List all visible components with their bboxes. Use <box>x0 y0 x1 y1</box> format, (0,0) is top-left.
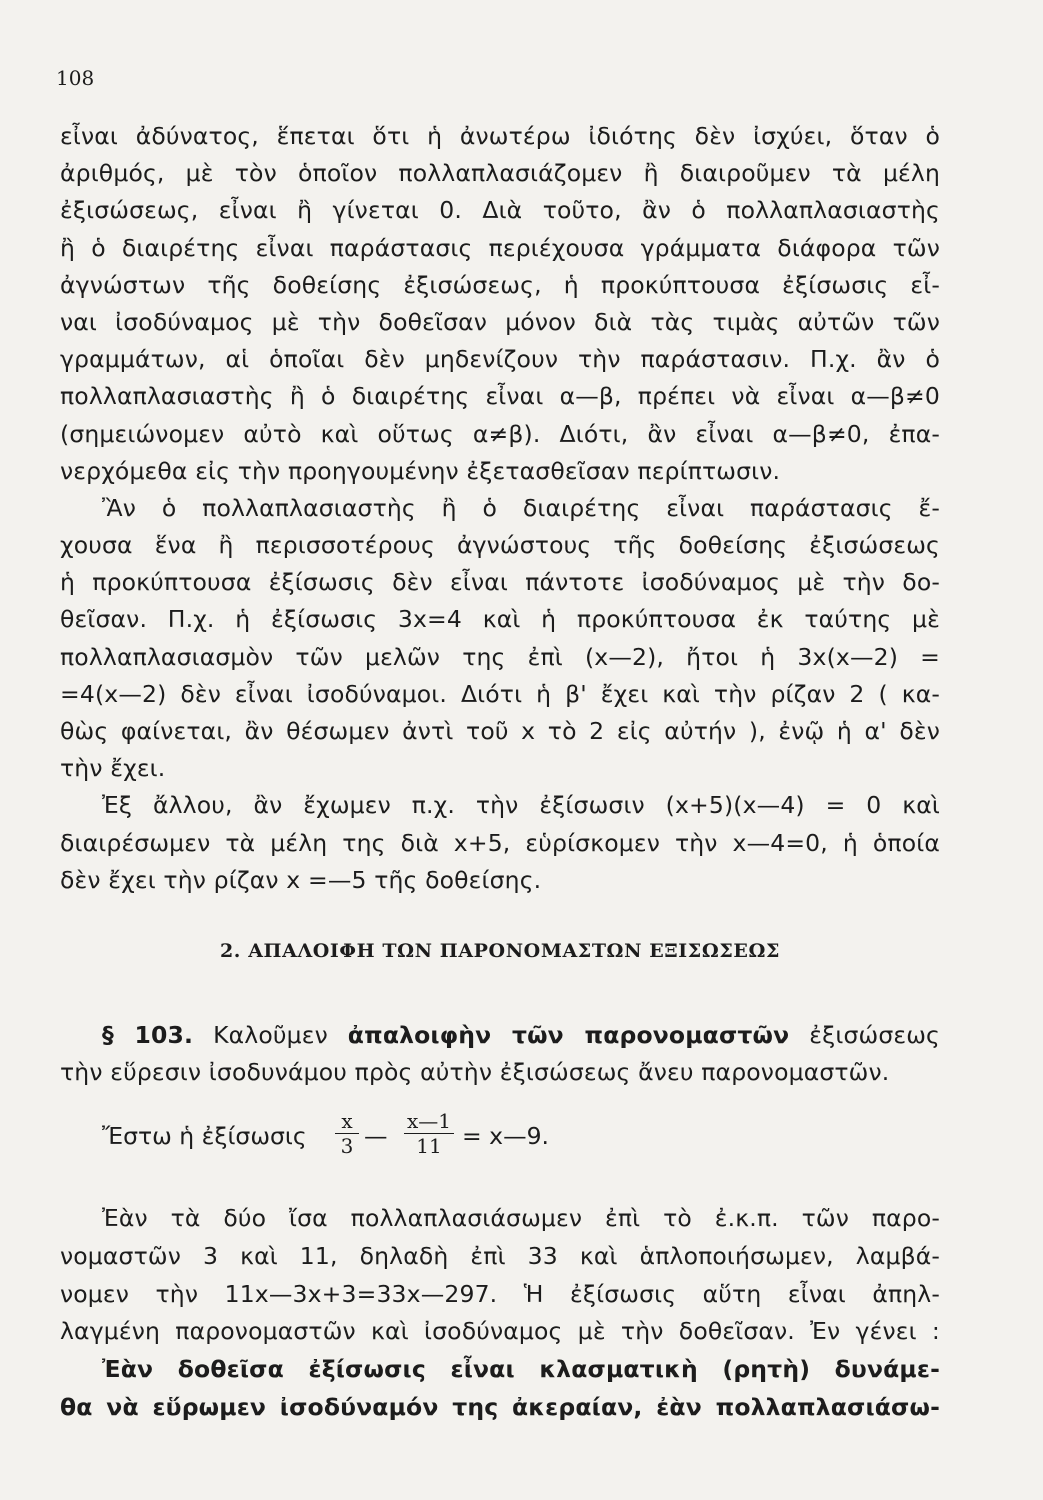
text-line: ἢ ὁ διαιρέτης εἶναι παράστασις περιέχουσα γράμματα διάφορα τῶν <box>60 233 940 262</box>
equation-minus: — <box>364 1122 388 1150</box>
fraction-numerator: x—1 <box>406 1109 451 1133</box>
text-line: νομαστῶν 3 καὶ 11, δηλαδὴ ἐπὶ 33 καὶ ἁπλοποιήσωμεν, λαμβά- <box>60 1241 940 1270</box>
section-intro-rest: ἐξισώσεως <box>809 1021 940 1049</box>
text-line: δὲν ἔχει τὴν ρίζαν x =—5 τῆς δοθείσης. <box>60 865 542 894</box>
text-line: Ἐὰν δοθεῖσα ἐξίσωσις εἶναι κλασματικὴ (ρητὴ) δυνάμε- <box>102 1355 940 1384</box>
text-line: Ἐξ ἄλλου, ἂν ἔχωμεν π.χ. τὴν ἐξίσωσιν (x+5)(x—4) = 0 καὶ <box>102 791 940 820</box>
closing-text <box>60 1200 940 1427</box>
paragraph-4 <box>60 1200 940 1351</box>
page-number: 108 <box>56 66 95 90</box>
text-line: ἀγνώστων τῆς δοθείσης ἐξισώσεως, ἡ προκύπτουσα ἐξίσωσις εἶ- <box>60 270 940 299</box>
fraction-numerator: x <box>341 1109 353 1133</box>
section-103 <box>60 1017 940 1091</box>
text-line: Ἂν ὁ πολλαπλασιαστὴς ἢ ὁ διαιρέτης εἶναι παράστασις ἔ- <box>102 493 940 522</box>
section-intro: Καλοῦμεν <box>213 1021 328 1049</box>
text-line: πολλαπλασιασμὸν τῶν μελῶν της ἐπὶ (x—2), ἤτοι ἡ 3x(x—2) = <box>60 642 940 671</box>
equation-rhs: = x—9. <box>462 1122 549 1150</box>
text-line: ἡ προκύπτουσα ἐξίσωσις δὲν εἶναι πάντοτε ἰσοδύναμος μὲ τὴν δο- <box>60 568 940 597</box>
text-line: γραμμάτων, αἱ ὁποῖαι δὲν μηδενίζουν τὴν παράστασιν. Π.χ. ἂν ὁ <box>60 345 940 374</box>
text-line: ναι ἰσοδύναμος μὲ τὴν δοθεῖσαν μόνον διὰ τὰς τιμὰς αὐτῶν τῶν <box>60 307 940 336</box>
section-103-line-1 <box>60 1017 940 1054</box>
text-line: θεῖσαν. Π.χ. ἡ ἐξίσωσις 3x=4 καὶ ἡ προκύπτουσα ἐκ ταύτης μὲ <box>60 605 940 634</box>
text-line: θὼς φαίνεται, ἂν θέσωμεν ἀντὶ τοῦ x τὸ 2 εἰς αὐτήν ), ἐνῷ ἡ α' δὲν <box>60 717 940 745</box>
fraction-denominator: 3 <box>340 1134 354 1158</box>
fraction-denominator: 11 <box>416 1134 442 1158</box>
main-text <box>60 118 940 899</box>
text-line: διαιρέσωμεν τὰ μέλη της διὰ x+5, εὑρίσκομεν τὴν x—4=0, ἡ ὁποία <box>60 828 940 857</box>
section-103-line-2: τὴν εὕρεσιν ἰσοδυνάμου πρὸς αὐτὴν ἐξισώσεως ἄνευ παρονομαστῶν. <box>60 1058 890 1087</box>
paragraph-2 <box>60 490 940 788</box>
section-heading: 2. ΑΠΑΛΟΙΦΗ ΤΩΝ ΠΑΡΟΝΟΜΑΣΤΩΝ ΕΞΙΣΩΣΕΩΣ <box>219 940 781 962</box>
text-line: Ἐὰν τὰ δύο ἴσα πολλαπλασιάσωμεν ἐπὶ τὸ ἐ.κ.π. τῶν παρο- <box>102 1204 940 1232</box>
paragraph-3 <box>60 787 940 899</box>
section-number: § 103. <box>102 1021 194 1049</box>
text-line: τὴν ἔχει. <box>60 754 166 783</box>
rule-statement <box>60 1351 940 1427</box>
text-line: =4(x—2) δὲν εἶναι ἰσοδύναμοι. Διότι ἡ β' ἔχει καὶ τὴν ρίζαν 2 ( κα- <box>60 679 940 708</box>
text-line: ἀριθμός, μὲ τὸν ὁποῖον πολλαπλασιάζομεν ἢ διαιροῦμεν τὰ μέλη <box>60 159 940 188</box>
text-line: νερχόμεθα εἰς τὴν προηγουμένην ἐξετασθεῖσαν περίπτωσιν. <box>60 456 781 485</box>
fraction-x-minus-1-over-11 <box>404 1110 454 1157</box>
text-line: χουσα ἕνα ἢ περισσοτέρους ἀγνώστους τῆς δοθείσης ἐξισώσεως <box>60 531 940 560</box>
fraction-x-over-3 <box>335 1110 359 1157</box>
text-line: εἶναι ἀδύνατος, ἕπεται ὅτι ἡ ἀνωτέρω ἰδιότης δὲν ἰσχύει, ὅταν ὁ <box>60 122 940 150</box>
equation-lead: Ἔστω ἡ ἐξίσωσις <box>102 1122 307 1150</box>
text-line: νομεν τὴν 11x—3x+3=33x—297. Ἡ ἐξίσωσις αὕτη εἶναι ἀπηλ- <box>60 1279 940 1308</box>
equation-line <box>60 1108 940 1168</box>
text-line: (σημειώνομεν αὐτὸ καὶ οὕτως α≠β). Διότι, ἂν εἶναι α—β≠0, ἐπα- <box>60 419 940 448</box>
paragraph-1 <box>60 118 940 490</box>
text-line: λαγμένη παρονομαστῶν καὶ ἰσοδύναμος μὲ τὴν δοθεῖσαν. Ἐν γένει : <box>60 1317 940 1346</box>
defined-term: ἀπαλοιφὴν τῶν παρονομαστῶν <box>347 1021 790 1049</box>
text-line: πολλαπλασιαστὴς ἢ ὁ διαιρέτης εἶναι α—β, πρέπει νὰ εἶναι α—β≠0 <box>60 382 940 411</box>
text-line: ἐξισώσεως, εἶναι ἢ γίνεται 0. Διὰ τοῦτο, ἂν ὁ πολλαπλασιαστὴς <box>60 196 940 225</box>
text-line: θα νὰ εὕρωμεν ἰσοδύναμόν της ἀκεραίαν, ἐὰν πολλαπλασιάσω- <box>60 1392 940 1421</box>
